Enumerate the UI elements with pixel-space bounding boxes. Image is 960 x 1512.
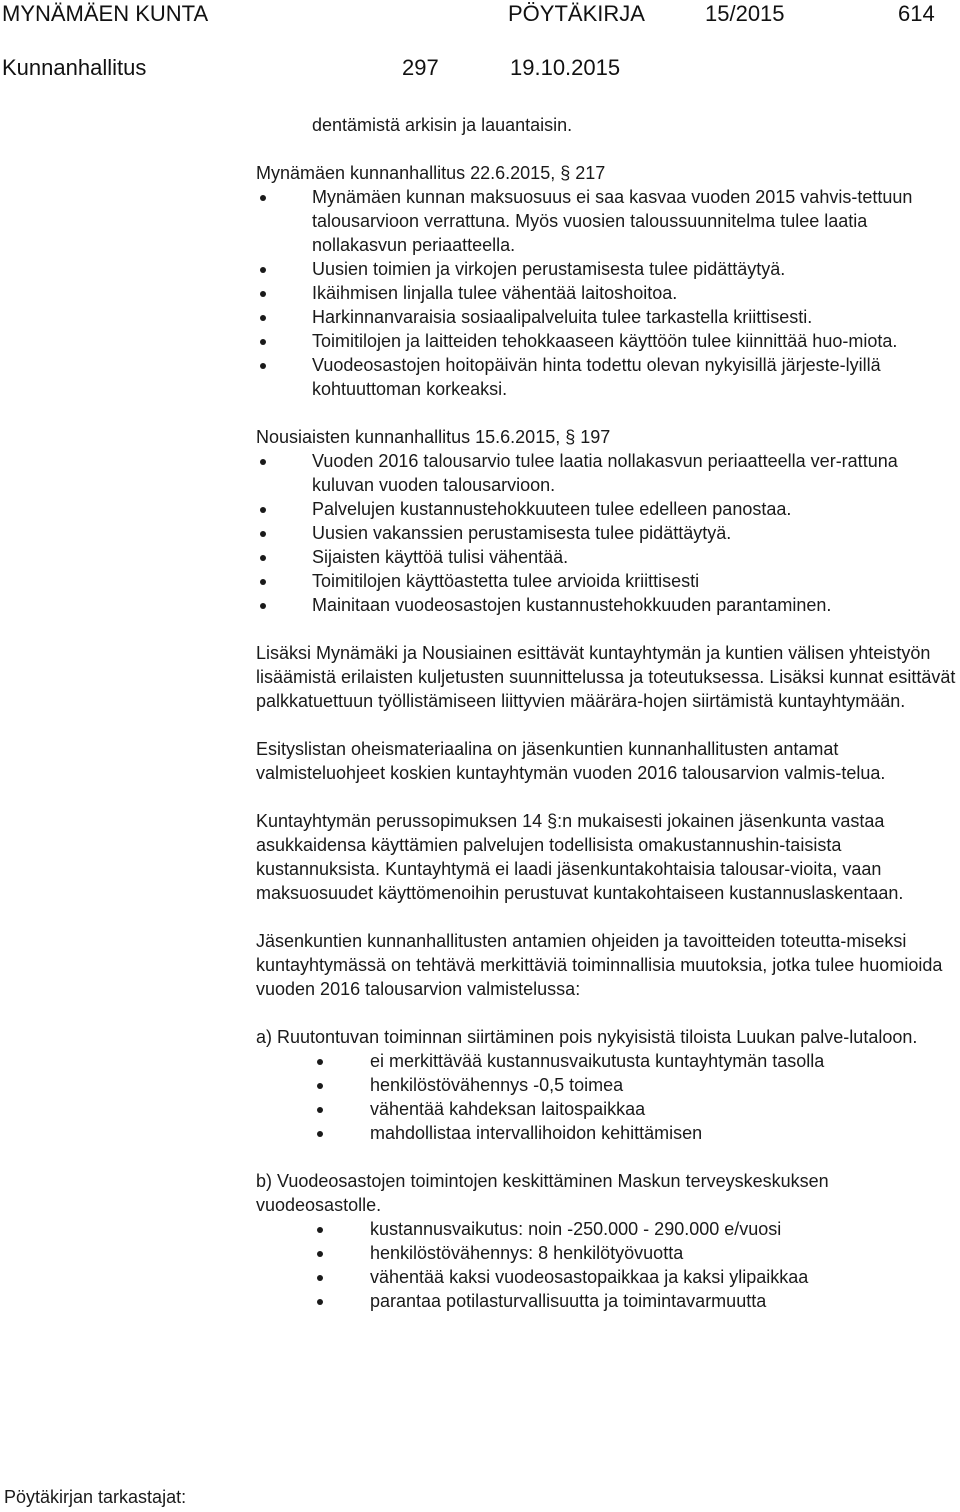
list-item: vähentää kahdeksan laitospaikkaa: [256, 1097, 956, 1121]
bullet-icon: [317, 1131, 323, 1137]
option-a-list: [256, 1049, 956, 1145]
list-item: henkilöstövähennys: 8 henkilötyövuotta: [256, 1241, 956, 1265]
bullet-icon: [317, 1299, 323, 1305]
paragraph-attachments: Esityslistan oheismateriaalina on jäsenkuntien kunnanhallitusten antamat valmisteluohjeet koskien kuntayhtymän vuoden 2016 talousarvion valmis-telua.: [256, 739, 886, 783]
list-item: kustannusvaikutus: noin -250.000 - 290.000 e/vuosi: [256, 1217, 956, 1241]
bullet-icon: [260, 267, 266, 273]
intro-continuation: dentämistä arkisin ja lauantaisin.: [312, 115, 573, 135]
list-item: Palvelujen kustannustehokkuuteen tulee edelleen panostaa.: [256, 497, 956, 521]
list-item: Mainitaan vuodeosastojen kustannustehokkuuden parantaminen.: [256, 593, 956, 617]
bullet-icon: [317, 1227, 323, 1233]
header-section: 297: [402, 55, 439, 80]
bullet-icon: [260, 291, 266, 297]
bullet-icon: [260, 555, 266, 561]
list-item: henkilöstövähennys -0,5 toimea: [256, 1073, 956, 1097]
list-item: Vuoden 2016 talousarvio tulee laatia nollakasvun periaatteella ver-rattuna kuluvan vuoden talousarvioon.: [256, 449, 956, 497]
list-item: Toimitilojen ja laitteiden tehokkaaseen käyttöön tulee kiinnittää huo-miota.: [256, 329, 956, 353]
bullet-icon: [260, 459, 266, 465]
bullet-icon: [260, 315, 266, 321]
document-body: [256, 113, 956, 1313]
option-a-section: [256, 1025, 956, 1145]
paragraph-cooperation: Lisäksi Mynämäki ja Nousiainen esittävät kuntayhtymän ja kuntien välisen yhteistyön lisäämistä erilaisten kuljetusten suunnittelussa ja toteutuksessa. Lisäksi kunnat esittävät palkkatuettuun työllistämiseen liittyvien määrära-hojen siirtämistä kuntayhtymään.: [256, 643, 956, 711]
bullet-icon: [317, 1059, 323, 1065]
option-b-list: [256, 1217, 956, 1313]
option-a-title: a) Ruutontuvan toiminnan siirtäminen pois nykyisistä tiloista Luukan palve-lutaloon.: [256, 1027, 918, 1047]
bullet-icon: [260, 531, 266, 537]
header-date: 19.10.2015: [510, 55, 621, 80]
bullet-icon: [317, 1107, 323, 1113]
bullet-icon: [260, 339, 266, 345]
list-item: Vuodeosastojen hoitopäivän hinta todettu olevan nykyisillä järjeste-lyillä kohtuuttoman korkeaksi.: [256, 353, 956, 401]
reviewers-label: Pöytäkirjan tarkastajat:: [4, 1487, 187, 1507]
list-item: mahdollistaa intervallihoidon kehittämisen: [256, 1121, 956, 1145]
nousiainen-title: Nousiaisten kunnanhallitus 15.6.2015, § 197: [256, 427, 611, 447]
option-b-section: [256, 1169, 956, 1313]
bullet-icon: [260, 507, 266, 513]
nousiainen-section: [256, 425, 956, 617]
bullet-icon: [260, 363, 266, 369]
list-item: Ikäihmisen linjalla tulee vähentää laitoshoitoa.: [256, 281, 956, 305]
bullet-icon: [260, 579, 266, 585]
header-municipality: MYNÄMÄEN KUNTA: [2, 1, 209, 26]
list-item: Harkinnanvaraisia sosiaalipalveluita tulee tarkastella kriittisesti.: [256, 305, 956, 329]
paragraph-changes: Jäsenkuntien kunnanhallitusten antamien ohjeiden ja tavoitteiden toteutta-miseksi kuntayhtymässä on tehtävä merkittäviä toiminnallisia muutoksia, jotka tulee huomioida vuoden 2016 talousarvion valmistelussa:: [256, 931, 943, 999]
list-item: Mynämäen kunnan maksuosuus ei saa kasvaa vuoden 2015 vahvis-tettuun talousarvioon verrattuna. Myös vuosien taloussuunnitelma tulee laatia nollakasvun periaatteella.: [256, 185, 956, 257]
header-page-number: 614: [898, 1, 935, 26]
header-organ: Kunnanhallitus: [2, 55, 147, 80]
nousiainen-list: [256, 449, 956, 617]
bullet-icon: [260, 603, 266, 609]
mynamaki-title: Mynämäen kunnanhallitus 22.6.2015, § 217: [256, 163, 606, 183]
mynamaki-section: [256, 161, 956, 401]
header-doc-number: 15/2015: [705, 1, 785, 26]
bullet-icon: [317, 1275, 323, 1281]
list-item: Uusien vakanssien perustamisesta tulee pidättäytyä.: [256, 521, 956, 545]
header-doc-type: PÖYTÄKIRJA: [508, 1, 645, 26]
list-item: parantaa potilasturvallisuutta ja toimintavarmuutta: [256, 1289, 956, 1313]
list-item: Toimitilojen käyttöastetta tulee arvioida kriittisesti: [256, 569, 956, 593]
list-item: Sijaisten käyttöä tulisi vähentää.: [256, 545, 956, 569]
mynamaki-list: [256, 185, 956, 401]
paragraph-cost-basis: Kuntayhtymän perussopimuksen 14 §:n mukaisesti jokainen jäsenkunta vastaa asukkaidensa käyttämien palvelujen todellisista omakustannushin-taisista kustannuksista. Kuntayhtymä ei laadi jäsenkuntakohtaisia talousar-vioita, vaan maksuosuudet käyttömenoihin perustuvat kuntakohtaiseen kustannuslaskentaan.: [256, 811, 904, 903]
list-item: ei merkittävää kustannusvaikutusta kuntayhtymän tasolla: [256, 1049, 956, 1073]
list-item: Uusien toimien ja virkojen perustamisesta tulee pidättäytyä.: [256, 257, 956, 281]
option-b-title: b) Vuodeosastojen toimintojen keskittäminen Maskun terveyskeskuksen vuodeosastolle.: [256, 1171, 829, 1215]
bullet-icon: [317, 1251, 323, 1257]
bullet-icon: [317, 1083, 323, 1089]
bullet-icon: [260, 195, 266, 201]
list-item: vähentää kaksi vuodeosastopaikkaa ja kaksi ylipaikkaa: [256, 1265, 956, 1289]
